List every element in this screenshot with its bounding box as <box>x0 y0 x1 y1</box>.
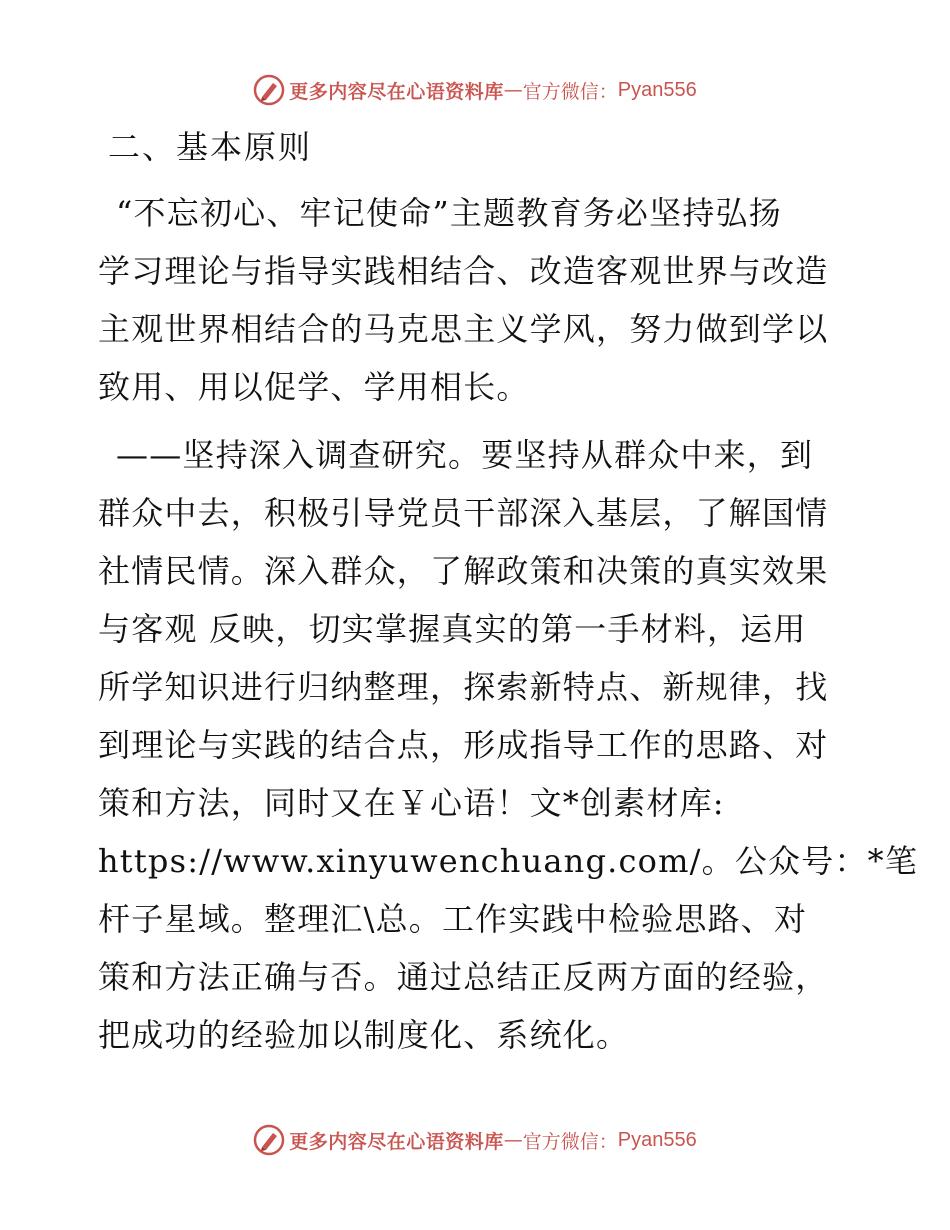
document-body <box>98 118 919 1064</box>
paragraph-line: 所学知识进行归纳整理，探索新特点、新规律，找 <box>98 668 829 706</box>
paragraph-line: 致用、用以促学、学用相长。 <box>98 368 530 406</box>
header-watermark <box>0 70 950 110</box>
watermark-handle: Pyan556 <box>617 78 697 101</box>
paragraph-line: 杆子星域。整理汇\总。工作实践中检验思路、对 <box>98 900 808 938</box>
watermark-brand: 更多内容尽在心语资料库 <box>289 80 504 103</box>
paragraph-research <box>98 426 919 1064</box>
watermark-dash: — <box>503 1129 523 1151</box>
paragraph-line: 与客观 反映，切实掌握真实的第一手材料，运用 <box>98 610 807 648</box>
section-heading: 二、基本原则 <box>108 128 313 166</box>
watermark-brand: 更多内容尽在心语资料库 <box>289 1130 504 1153</box>
paragraph-line: https://www.xinyuwenchuang.com/。公众号：*笔 <box>98 842 919 880</box>
pen-logo-icon <box>253 74 285 106</box>
paragraph-line: “不忘初心、牢记使命”主题教育务必坚持弘扬 <box>116 194 782 232</box>
paragraph-line: 到理论与实践的结合点，形成指导工作的思路、对 <box>98 726 829 764</box>
paragraph-line: 策和方法，同时又在￥心语！文*创素材库: <box>98 784 725 822</box>
watermark-dash: — <box>503 79 523 101</box>
paragraph-line: ——坚持深入调查研究。要坚持从群众中来，到 <box>116 436 814 474</box>
watermark-wechat-label: 官方微信： <box>522 80 618 103</box>
paragraph-principle-intro <box>98 184 858 416</box>
paragraph-line: 社情民情。深入群众，了解政策和决策的真实效果 <box>98 552 829 590</box>
paragraph-line: 把成功的经验加以制度化、系统化。 <box>98 1016 630 1054</box>
paragraph-line: 学习理论与指导实践相结合、改造客观世界与改造 <box>98 252 829 290</box>
footer-watermark <box>0 1120 950 1160</box>
paragraph-line: 策和方法正确与否。通过总结正反两方面的经验， <box>98 958 829 996</box>
watermark-handle: Pyan556 <box>617 1128 697 1151</box>
paragraph-line: 群众中去，积极引导党员干部深入基层，了解国情 <box>98 494 829 532</box>
paragraph-line: 主观世界相结合的马克思主义学风，努力做到学以 <box>98 310 829 348</box>
watermark-wechat-label: 官方微信： <box>522 1130 618 1153</box>
pen-logo-icon <box>253 1124 285 1156</box>
